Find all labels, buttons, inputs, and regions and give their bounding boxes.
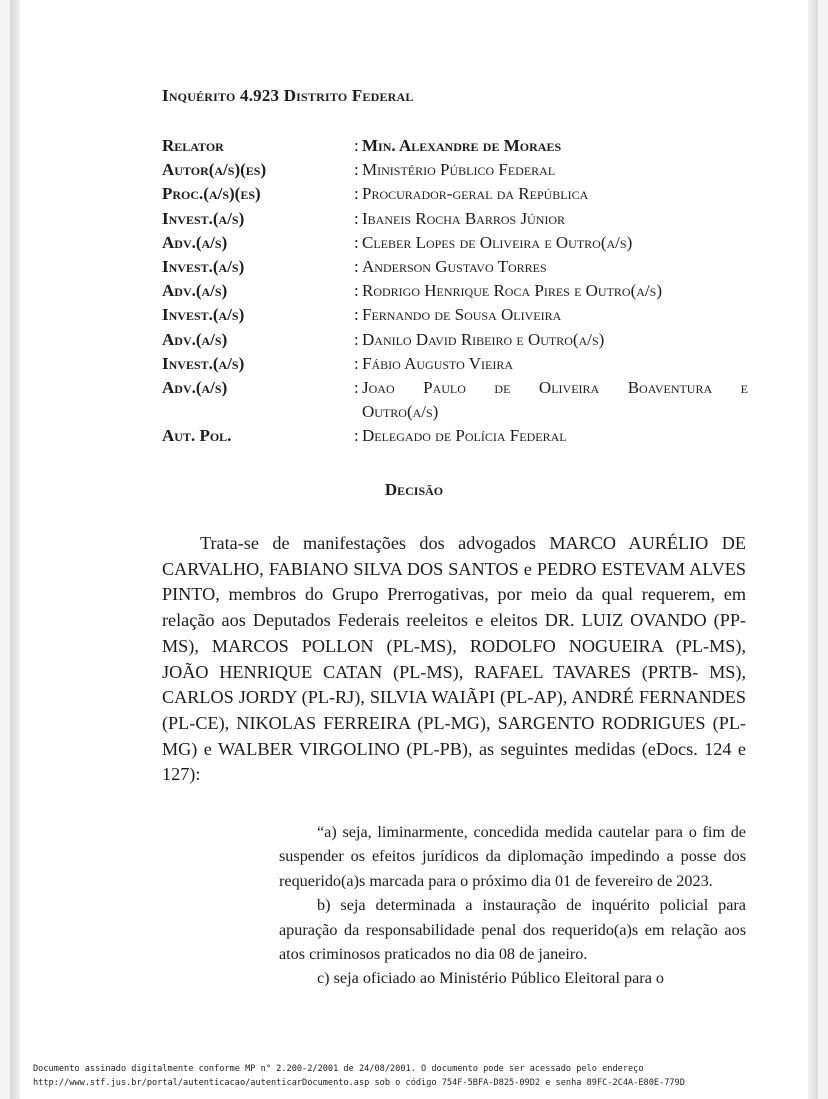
decision-heading: Decisão <box>384 480 444 499</box>
footer-line: http://www.stf.jus.br/portal/autenticacao/autenticarDocumento.asp sob o código 754F-5BFA-D825-09D2 e senha 89FC-2C4A-E80E-779D <box>33 1077 685 1088</box>
party-role: Adv.(a/s) <box>162 378 228 398</box>
party-role: Autor(a/s)(es) <box>162 160 267 180</box>
page-edge-right <box>808 0 818 1099</box>
party-row-relator <box>162 134 748 158</box>
party-separator: : <box>354 184 359 204</box>
document-title: Inquérito 4.923 Distrito Federal <box>162 86 414 105</box>
quote-item-b: b) seja determinada a instauração de inquérito policial para apuração da responsabilidade penal dos requerido(a)s em relação aos atos criminosos praticados no dia 08 de janeiro. <box>279 896 746 964</box>
page-edge-left <box>10 0 20 1099</box>
quote-item-a: “a) seja, liminarmente, concedida medida cautelar para o fim de suspender os efeitos jurídicos da diplomação impedindo a posse dos requerido(a)s marcada para o próximo dia 01 de fevereiro de 2023. <box>279 823 746 890</box>
party-separator: : <box>354 160 359 180</box>
party-role: Invest.(a/s) <box>162 305 245 325</box>
party-row <box>162 255 748 279</box>
party-role: Aut. Pol. <box>162 426 232 446</box>
party-name: Fernando de Sousa Oliveira <box>362 305 562 325</box>
party-separator: : <box>354 329 359 349</box>
party-row <box>162 182 748 206</box>
party-name: Cleber Lopes de Oliveira e Outro(a/s) <box>362 232 633 252</box>
party-row <box>162 231 748 255</box>
party-row <box>162 303 748 327</box>
quote-item-c: c) seja oficiado ao Ministério Público Eleitoral para o <box>317 969 665 988</box>
party-separator: : <box>354 353 359 373</box>
party-separator: : <box>354 281 359 301</box>
party-name: Danilo David Ribeiro e Outro(a/s) <box>362 329 605 349</box>
party-name: Delegado de Polícia Federal <box>362 426 567 446</box>
party-row <box>162 376 748 424</box>
party-name: Procurador-geral da República <box>362 184 589 204</box>
decision-paragraph: Trata-se de manifestações dos advogados MARCO AURÉLIO DE CARVALHO, FABIANO SILVA DOS SANTOS e PEDRO ESTEVAM ALVES PINTO, membros do Grupo Prerrogativas, por meio da qual requerem, em relação aos Deputados Federais reeleitos e eleitos DR. LUIZ OVANDO (PP-MS), MARCOS POLLON (PL-MS), RODOLFO NOGUEIRA (PL-MS), JOÃO HENRIQUE CATAN (PL-MS), RAFAEL TAVARES (PRTB- MS), CARLOS JORDY (PL-RJ), SILVIA WAIÃPI (PL-AP), ANDRÉ FERNANDES (PL-CE), NIKOLAS FERREIRA (PL-MG), SARGENTO RODRIGUES (PL-MG) e WALBER VIRGOLINO (PL-PB), as seguintes medidas (eDocs. 124 e 127): <box>162 533 746 785</box>
party-separator: : <box>354 208 359 228</box>
party-name: Rodrigo Henrique Roca Pires e Outro(a/s) <box>362 281 662 301</box>
party-row <box>162 352 748 376</box>
party-row <box>162 158 748 182</box>
party-row <box>162 279 748 303</box>
quoted-requests <box>279 820 746 991</box>
party-role: Invest.(a/s) <box>162 208 245 228</box>
party-row <box>162 207 748 231</box>
party-role: Invest.(a/s) <box>162 353 245 373</box>
party-name: Ministério Público Federal <box>362 160 556 180</box>
party-role: Proc.(a/s)(es) <box>162 184 261 204</box>
party-name-continuation: Outro(a/s) <box>362 402 439 422</box>
party-separator: : <box>354 232 359 252</box>
party-role: Invest.(a/s) <box>162 257 245 277</box>
party-role: Adv.(a/s) <box>162 329 228 349</box>
party-separator: : <box>354 426 359 446</box>
party-name: Min. Alexandre de Moraes <box>362 136 562 155</box>
party-name: Fábio Augusto Vieira <box>362 353 514 373</box>
party-role: Adv.(a/s) <box>162 281 228 301</box>
parties-list <box>162 134 748 449</box>
party-role: Adv.(a/s) <box>162 232 228 252</box>
party-separator: : <box>354 378 359 398</box>
party-separator: : <box>354 305 359 325</box>
party-name: Joao Paulo de Oliveira Boaventura e <box>362 378 748 398</box>
party-separator: : <box>354 136 359 155</box>
party-separator: : <box>354 257 359 277</box>
digital-signature-footer <box>33 1063 813 1090</box>
footer-line: Documento assinado digitalmente conforme MP n° 2.200-2/2001 de 24/08/2001. O documento pode ser acessado pelo endereço <box>33 1064 644 1074</box>
party-name: Anderson Gustavo Torres <box>362 257 547 277</box>
party-row <box>162 328 748 352</box>
party-name: Ibaneis Rocha Barros Júnior <box>362 208 566 228</box>
party-row <box>162 424 748 448</box>
party-role: Relator <box>162 136 224 155</box>
